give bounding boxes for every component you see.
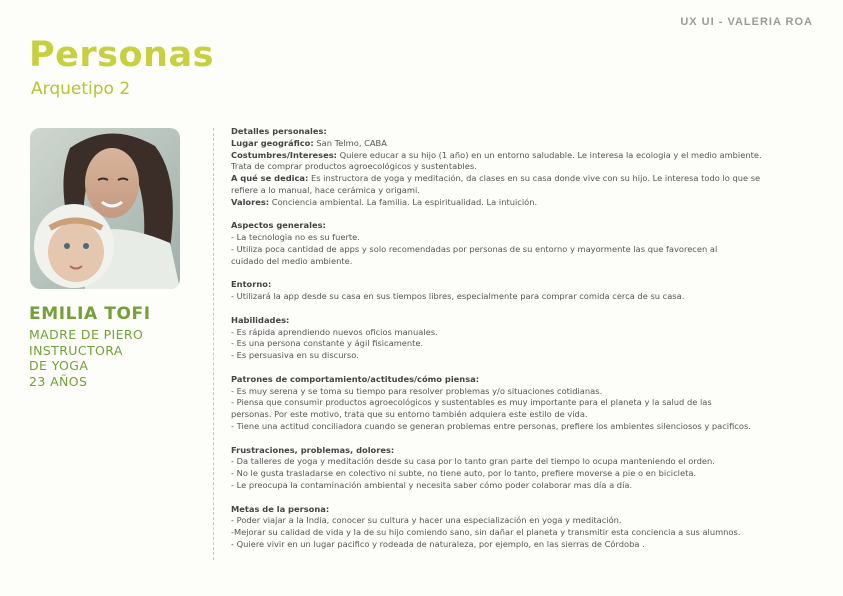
detail-label: Valores: [231, 196, 270, 207]
detail-line: - Es muy serena y se toma su tiempo para resolver problemas y/o situaciones cotidianas. [231, 385, 603, 396]
section-heading-skills: Habilidades: [231, 314, 290, 325]
detail-line: - Piensa que consumir productos agroecológicos y sustentables es muy importante para el planeta y la salud de las [231, 397, 712, 408]
persona-roles [29, 327, 143, 389]
persona-details [231, 126, 821, 551]
section-heading-behavior: Patrones de comportamiento/actitudes/cómo piensa: [231, 373, 480, 384]
detail-line [231, 197, 821, 209]
detail-line [231, 138, 821, 150]
detail-line: - Tiene una actitud conciliadora cuando se generan problemas entre personas, prefiere los ambientes silenciosos y pacificos. [231, 420, 751, 431]
section-heading-general: Aspectos generales: [231, 220, 326, 231]
detail-line: - Es persuasiva en su discurso. [231, 350, 359, 361]
detail-label: Costumbres/Intereses: [231, 149, 337, 160]
detail-value: San Telmo, CABA [313, 137, 387, 148]
persona-photo [30, 128, 180, 289]
section-heading-frustrations: Frustraciones, problemas, dolores: [231, 444, 395, 455]
detail-line: Trata de comprar productos agroecológicos y sustentables. [231, 161, 477, 172]
page-subtitle: Arquetipo 2 [31, 79, 131, 99]
detail-line: personas. Por este motivo, trata que su entorno también adquiera este estilo de vida. [231, 409, 588, 420]
detail-line: - No le gusta trasladarse en colectivo ni subte, no tiene auto, por lo tanto, prefiere moverse a pie o en bicicleta. [231, 468, 697, 479]
column-divider [213, 128, 215, 560]
section-heading-personal: Detalles personales: [231, 126, 327, 136]
detail-line: - Poder viajar a la India, conocer su cultura y hacer una especialización en yoga y meditación. [231, 515, 622, 526]
detail-value: Conciencia ambiental. La familia. La espiritualidad. La intuición. [269, 196, 538, 207]
persona-role: INSTRUCTORA [29, 342, 123, 358]
detail-line: - Quiere vivir en un lugar pacifico y rodeada de naturaleza, por ejemplo, en las sierras de Córdoba . [231, 538, 645, 549]
detail-line: refiere a lo manual, hace cerámica y origami. [231, 184, 420, 195]
detail-value: Quiere educar a su hijo (1 año) en un entorno saludable. Le interesa la ecologia y el medio ambiente. [337, 149, 762, 160]
detail-line: - Le preocupa la contaminación ambiental y necesita saber cómo poder colaborar mas día a día. [231, 479, 633, 490]
detail-line [231, 150, 821, 162]
persona-role: MADRE DE PIERO [29, 327, 144, 342]
detail-line: - Es rápida aprendiendo nuevos oficios manuales. [231, 326, 438, 337]
detail-line: - La tecnologia no es su fuerte. [231, 232, 360, 243]
detail-value: Es instructora de yoga y meditación, da clases en su casa donde vive con su hijo. Le interesa todo lo que se [308, 173, 761, 184]
persona-role: DE YOGA [29, 358, 89, 373]
persona-age: 23 AÑOS [29, 373, 88, 389]
detail-line: - Es una persona constante y ágil fisicamente. [231, 338, 424, 349]
detail-line: cuidado del medio ambiente. [231, 255, 353, 266]
detail-line: -Mejorar su calidad de vida y la de su hijo comiendo sano, sin dañar el planeta y transmitir esta conciencia a sus alumnos. [231, 527, 741, 538]
section-heading-environment: Entorno: [231, 279, 272, 290]
detail-label: Lugar geográfico: [231, 137, 314, 148]
section-heading-goals: Metas de la persona: [231, 503, 330, 514]
detail-line [231, 173, 821, 185]
detail-line: - Utilizará la app desde su casa en sus tiempos libres, especialmente para comprar comida cerca de su casa. [231, 291, 685, 302]
detail-label: A qué se dedica: [231, 173, 309, 184]
detail-line: - Utiliza poca cantidad de apps y solo recomendadas por personas de su entorno y mayormente las que favorecen al [231, 243, 718, 254]
page-title: Personas [29, 35, 214, 75]
header-author-tag: UX UI - VALERIA ROA [680, 16, 813, 28]
persona-name: EMILIA TOFI [29, 304, 151, 324]
detail-line: - Da talleres de yoga y meditación desde su casa por lo tanto gran parte del tiempo lo ocupa manteniendo el orden. [231, 456, 715, 467]
